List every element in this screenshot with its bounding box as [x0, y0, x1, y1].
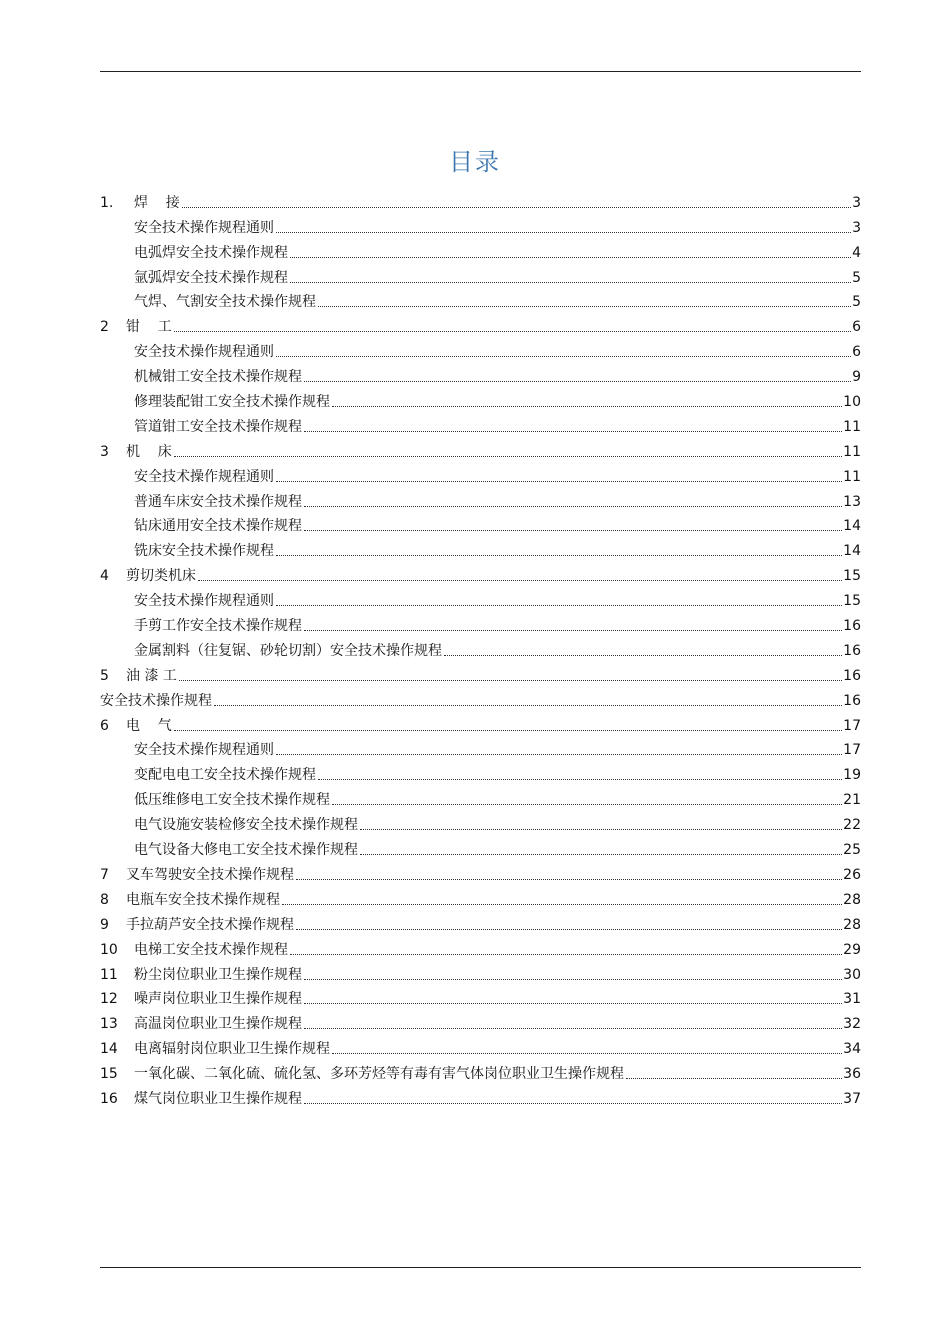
toc-entry-label: 煤气岗位职业卫生操作规程 — [134, 1090, 302, 1107]
toc-entry-page-number: 16 — [843, 642, 861, 659]
toc-entry-number: 13 — [100, 1016, 118, 1033]
toc-entry-page-number: 28 — [843, 891, 861, 908]
toc-entry-label: 变配电电工安全技术操作规程 — [134, 767, 316, 784]
dot-leader — [290, 954, 842, 955]
toc-entry-number: 14 — [100, 1041, 118, 1058]
toc-entry-number: 12 — [100, 991, 118, 1008]
toc-entry-number: 15 — [100, 1066, 118, 1083]
toc-entry[interactable] — [100, 1008, 861, 1033]
toc-entry-page-number: 13 — [843, 493, 861, 510]
toc-entry-label: 氩弧焊安全技术操作规程 — [134, 269, 288, 286]
toc-entry-label: 金属割料（往复锯、砂轮切割）安全技术操作规程 — [134, 642, 442, 659]
toc-entry-label: 电离辐射岗位职业卫生操作规程 — [134, 1041, 330, 1058]
dot-leader — [332, 804, 842, 805]
toc-entry-page-number: 31 — [843, 991, 861, 1008]
toc-entry[interactable] — [100, 1058, 861, 1083]
toc-entry-label: 机械钳工安全技术操作规程 — [134, 369, 302, 386]
toc-entry-page-number: 11 — [843, 418, 861, 435]
dot-leader — [276, 605, 842, 606]
dot-leader — [290, 257, 851, 258]
toc-entry[interactable] — [100, 759, 861, 784]
toc-entry[interactable] — [100, 361, 861, 386]
toc-entry-label: 安全技术操作规程通则 — [134, 593, 274, 610]
toc-entry-number: 2 — [100, 319, 109, 336]
dot-leader — [290, 282, 851, 283]
toc-entry[interactable] — [100, 784, 861, 809]
toc-entry-page-number: 21 — [843, 792, 861, 809]
toc-entry[interactable] — [100, 809, 861, 834]
toc-entry[interactable] — [100, 610, 861, 635]
toc-entry[interactable] — [100, 959, 861, 984]
toc-entry-label: 钳 工 — [126, 319, 172, 336]
dot-leader — [282, 904, 842, 905]
toc-entry-label: 机 床 — [126, 443, 172, 460]
toc-entry[interactable] — [100, 934, 861, 959]
dot-leader — [332, 1053, 842, 1054]
dot-leader — [276, 555, 842, 556]
toc-entry-label: 钻床通用安全技术操作规程 — [134, 518, 302, 535]
dot-leader — [182, 207, 851, 208]
toc-entry[interactable] — [100, 635, 861, 660]
toc-entry-label: 叉车驾驶安全技术操作规程 — [126, 866, 294, 883]
toc-entry[interactable] — [100, 486, 861, 511]
toc-entry-label: 管道钳工安全技术操作规程 — [134, 418, 302, 435]
toc-entry-page-number: 28 — [843, 916, 861, 933]
page-title: 目录 — [449, 148, 501, 176]
toc-entry-label: 高温岗位职业卫生操作规程 — [134, 1016, 302, 1033]
toc-entry-number: 3 — [100, 443, 109, 460]
toc-entry-page-number: 11 — [843, 443, 861, 460]
dot-leader — [276, 754, 842, 755]
toc-entry-page-number: 17 — [843, 742, 861, 759]
toc-entry-page-number: 14 — [843, 518, 861, 535]
toc-entry-label: 安全技术操作规程通则 — [134, 468, 274, 485]
dot-leader — [174, 331, 851, 332]
toc-entry-label: 修理装配钳工安全技术操作规程 — [134, 394, 330, 411]
toc-entry-page-number: 6 — [852, 319, 861, 336]
toc-entry[interactable] — [100, 237, 861, 262]
toc-entry-label: 手剪工作安全技术操作规程 — [134, 618, 302, 635]
toc-entry-page-number: 15 — [843, 568, 861, 585]
toc-entry-page-number: 22 — [843, 817, 861, 834]
toc-entry-page-number: 32 — [843, 1016, 861, 1033]
toc-entry-page-number: 29 — [843, 941, 861, 958]
dot-leader — [296, 879, 842, 880]
dot-leader — [174, 730, 842, 731]
toc-entry-number: 4 — [100, 568, 109, 585]
toc-entry-label: 电弧焊安全技术操作规程 — [134, 244, 288, 261]
toc-entry-number: 8 — [100, 891, 109, 908]
toc-entry-label: 手拉葫芦安全技术操作规程 — [126, 916, 294, 933]
toc-entry-label: 低压维修电工安全技术操作规程 — [134, 792, 330, 809]
toc-entry[interactable] — [100, 884, 861, 909]
toc-entry[interactable] — [100, 287, 861, 312]
toc-entry-label: 油 漆 工 — [126, 667, 177, 684]
dot-leader — [360, 829, 842, 830]
dot-leader — [304, 1003, 842, 1004]
toc-entry-page-number: 36 — [843, 1066, 861, 1083]
footer-rule — [100, 1267, 861, 1268]
dot-leader — [304, 1028, 842, 1029]
dot-leader — [360, 854, 842, 855]
dot-leader — [626, 1078, 842, 1079]
toc-entry-page-number: 37 — [843, 1090, 861, 1107]
toc-entry-number: 6 — [100, 717, 109, 734]
toc-entry-page-number: 34 — [843, 1041, 861, 1058]
toc-entry-number: 11 — [100, 966, 118, 983]
dot-leader — [276, 481, 842, 482]
toc-entry-number: 7 — [100, 866, 109, 883]
toc-entry-number: 16 — [100, 1090, 118, 1107]
dot-leader — [304, 979, 842, 980]
dot-leader — [296, 929, 842, 930]
toc-entry-label: 电气设施安装检修安全技术操作规程 — [134, 817, 358, 834]
toc-entry-label: 安全技术操作规程通则 — [134, 742, 274, 759]
toc-entry[interactable] — [100, 834, 861, 859]
toc-entry-number: 10 — [100, 941, 118, 958]
toc-entry-number: 9 — [100, 916, 109, 933]
dot-leader — [304, 630, 842, 631]
dot-leader — [304, 431, 842, 432]
toc-entry[interactable] — [100, 685, 861, 710]
toc-entry-page-number: 11 — [843, 468, 861, 485]
dot-leader — [174, 456, 842, 457]
toc-entry-label: 气焊、气割安全技术操作规程 — [134, 294, 316, 311]
toc-entry-label: 电梯工安全技术操作规程 — [134, 941, 288, 958]
toc-entry[interactable] — [100, 187, 861, 212]
toc-entry-label: 铣床安全技术操作规程 — [134, 543, 274, 560]
toc-entry[interactable] — [100, 859, 861, 884]
dot-leader — [304, 506, 842, 507]
toc-entry-page-number: 3 — [852, 219, 861, 236]
toc-entry-label: 安全技术操作规程 — [100, 692, 212, 709]
toc-entry[interactable] — [100, 411, 861, 436]
toc-entry-label: 一氧化碳、二氧化硫、硫化氢、多环芳烃等有毒有害气体岗位职业卫生操作规程 — [134, 1066, 624, 1083]
toc-entry[interactable] — [100, 735, 861, 760]
toc-entry[interactable] — [100, 585, 861, 610]
toc-entry[interactable] — [100, 436, 861, 461]
toc-entry-label: 粉尘岗位职业卫生操作规程 — [134, 966, 302, 983]
toc-entry[interactable] — [100, 710, 861, 735]
dot-leader — [304, 1103, 842, 1104]
toc-entry-page-number: 6 — [852, 344, 861, 361]
dot-leader — [304, 381, 851, 382]
toc-entry-page-number: 4 — [852, 244, 861, 261]
toc-entry[interactable] — [100, 336, 861, 361]
header-rule — [100, 71, 861, 72]
dot-leader — [276, 356, 851, 357]
dot-leader — [444, 655, 842, 656]
table-of-contents — [100, 187, 861, 1108]
toc-entry[interactable] — [100, 984, 861, 1009]
toc-entry-label: 普通车床安全技术操作规程 — [134, 493, 302, 510]
toc-entry-label: 电气设备大修电工安全技术操作规程 — [134, 842, 358, 859]
toc-entry-page-number: 3 — [852, 194, 861, 211]
toc-entry-page-number: 16 — [843, 692, 861, 709]
toc-entry-number: 5 — [100, 667, 109, 684]
toc-entry-label: 电 气 — [126, 717, 172, 734]
toc-entry-label: 剪切类机床 — [126, 568, 196, 585]
toc-entry-page-number: 5 — [852, 269, 861, 286]
toc-entry[interactable] — [100, 262, 861, 287]
dot-leader — [332, 406, 842, 407]
dot-leader — [198, 580, 842, 581]
dot-leader — [214, 705, 842, 706]
toc-entry-label: 电瓶车安全技术操作规程 — [126, 891, 280, 908]
toc-entry[interactable] — [100, 511, 861, 536]
dot-leader — [276, 232, 851, 233]
toc-entry-page-number: 10 — [843, 394, 861, 411]
dot-leader — [318, 779, 842, 780]
toc-entry[interactable] — [100, 212, 861, 237]
toc-entry-page-number: 14 — [843, 543, 861, 560]
toc-entry[interactable] — [100, 311, 861, 336]
dot-leader — [304, 530, 842, 531]
toc-entry-page-number: 5 — [852, 294, 861, 311]
toc-entry-page-number: 25 — [843, 842, 861, 859]
toc-entry[interactable] — [100, 1083, 861, 1108]
toc-entry[interactable] — [100, 461, 861, 486]
toc-entry[interactable] — [100, 535, 861, 560]
toc-entry-page-number: 9 — [852, 369, 861, 386]
toc-entry[interactable] — [100, 386, 861, 411]
toc-entry[interactable] — [100, 1033, 861, 1058]
toc-entry-page-number: 15 — [843, 593, 861, 610]
toc-entry-page-number: 16 — [843, 667, 861, 684]
toc-entry[interactable] — [100, 560, 861, 585]
toc-entry-label: 焊 接 — [134, 194, 180, 211]
toc-entry-page-number: 17 — [843, 717, 861, 734]
toc-entry-number: 1. — [100, 194, 114, 211]
toc-entry-page-number: 30 — [843, 966, 861, 983]
toc-entry-label: 安全技术操作规程通则 — [134, 219, 274, 236]
toc-entry[interactable] — [100, 660, 861, 685]
dot-leader — [179, 680, 842, 681]
toc-entry-page-number: 19 — [843, 767, 861, 784]
toc-entry-page-number: 16 — [843, 618, 861, 635]
toc-entry[interactable] — [100, 909, 861, 934]
toc-entry-label: 安全技术操作规程通则 — [134, 344, 274, 361]
toc-entry-page-number: 26 — [843, 866, 861, 883]
dot-leader — [318, 306, 851, 307]
toc-entry-label: 噪声岗位职业卫生操作规程 — [134, 991, 302, 1008]
